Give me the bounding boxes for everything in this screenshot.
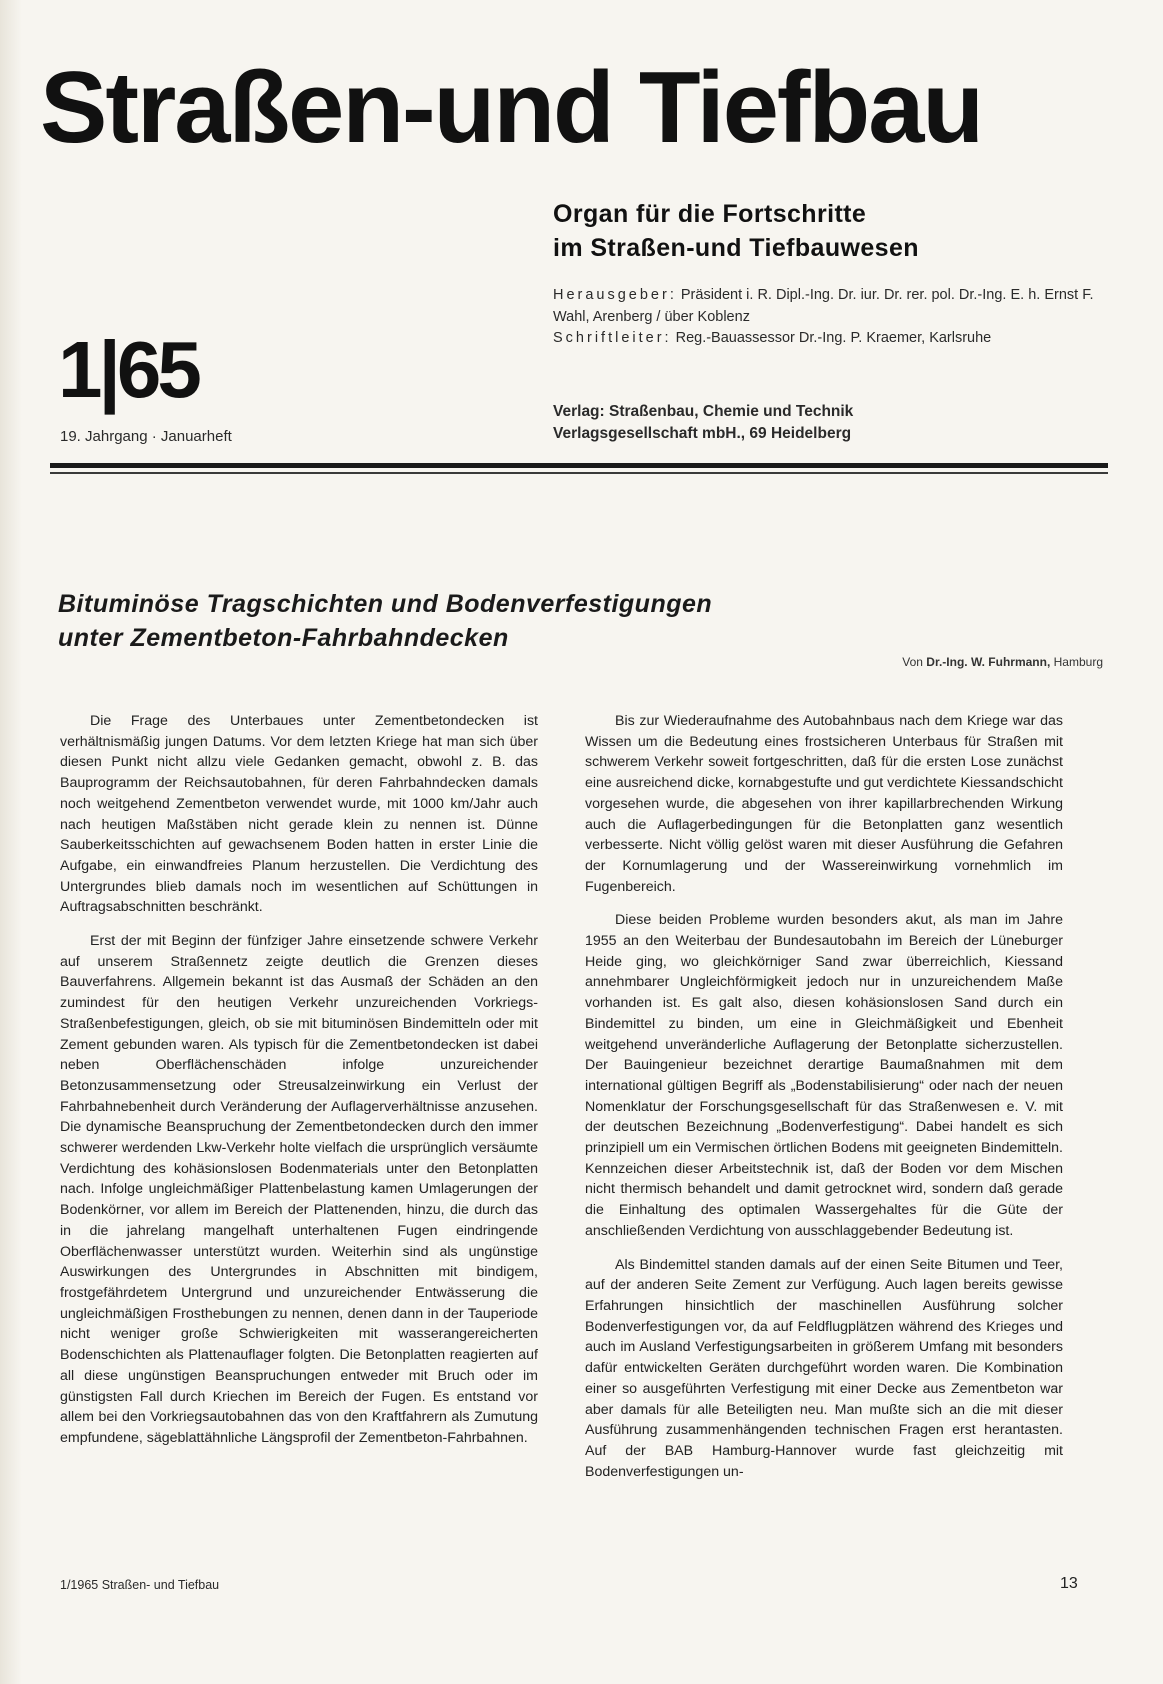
publisher-line-1: Verlag: Straßenbau, Chemie und Technik xyxy=(553,403,854,420)
herausgeber-label: Herausgeber: xyxy=(553,287,677,303)
byline-author: Dr.-Ing. W. Fuhrmann, xyxy=(926,655,1051,669)
article-column-left xyxy=(60,711,538,1462)
publisher-block xyxy=(553,401,1113,445)
editors-block xyxy=(553,285,1113,350)
paragraph: Erst der mit Beginn der fünfziger Jahre einsetzende schwere Verkehr auf unserem Straßennetz zeigte deutlich die Grenzen dieses Bauverfahrens. Allgemein bekannt ist das Ausmaß der Schäden an den zumindest für den heutigen Verkehr unzureichenden Vorkriegs-Straßenbefestigungen, gleich, ob sie mit bituminösen Bindemitteln oder mit Zement gebunden waren. Als typisch für die Zementbetondecken ist dabei neben Oberflächenschäden infolge unzureichender Betonzusammensetzung oder Streusalzeinwirkung ein Verlust der Fahrbahnebenheit durch Veränderung der Auflagerverhältnisse anzusehen. Die dynamische Beanspruchung der Zementbetondecken durch den immer schwerer werdenden Lkw-Verkehr holte vielfach die ursprünglich versäumte Verdichtung des kohäsionslosen Bodenmaterials unter den Betonplatten nach. Infolge ungleichmäßiger Plattenbelastung kamen Umlagerungen der Bodenkörner, vor allem im Bereich der Plattenenden, hinzu, die durch das in die jahrelang mangelhaft unterhaltenen Fugen eindringende Oberflächenwasser unterstützt wurden. Weiterhin sind als ungünstige Auswirkungen des Untergrundes in Abschnitten mit bindigem, frostgefährdetem Untergrund und unzureichender Entwässerung die ungleichmäßigen Frosthebungen zu nennen, denen dann in der Tauperiode nicht weniger große Schwierigkeiten mit wasserangereicherten Bodenschichten als Plattenauflager folgten. Die Betonplatten reagierten auf all diese ungünstigen Beanspruchungen entweder mit Bruch oder im günstigsten Fall durch Kriechen im Bereich der Fugen. Es entstand vor allem bei den Vorkriegsautobahnen das von den Kraftfahrern als Zumutung empfundene, sägeblattähnliche Längsprofil der Zementbeton-Fahrbahnen. xyxy=(60,933,538,1446)
masthead-subtitle xyxy=(553,197,1113,265)
paragraph: Die Frage des Unterbaues unter Zementbetondecken ist verhältnismäßig jungen Datums. Vor dem letzten Kriege hat man sich über diesen Punkt nicht allzu viele Gedanken gemacht, obwohl z. B. das Bauprogramm der Reichsautobahnen, für deren Fahrbahndecken damals noch weitgehend Zementbeton verwendet wurde, mit 1000 km/Jahr auch nach heutigen Maßstäben nicht gerade klein zu nennen ist. Dünne Sauberkeitsschichten auf gewachsenem Boden hatten in erster Linie die Aufgabe, ein einwandfreies Planum herzustellen. Die Verdichtung des Untergrundes blieb damals noch im wesentlichen auf Schüttungen in Auftragsabschnitten beschränkt. xyxy=(60,713,538,916)
page-gutter-shadow xyxy=(0,0,22,1684)
header-rule-thick xyxy=(50,463,1108,468)
masthead-title: Straßen-und Tiefbau xyxy=(40,52,983,164)
subtitle-line-2: im Straßen-und Tiefbauwesen xyxy=(553,234,919,262)
header-rule-thin xyxy=(50,472,1108,474)
page-number: 13 xyxy=(1060,1575,1078,1592)
publisher-line-2: Verlagsgesellschaft mbH., 69 Heidelberg xyxy=(553,425,852,442)
paragraph: Bis zur Wiederaufnahme des Autobahnbaus nach dem Kriege war das Wissen um die Bedeutung eines frostsicheren Unterbaus für Straßen mit schwerem Verkehr soweit fortgeschritten, daß für die ersten Lose zunächst eine ausreichend dicke, kornabgestufte und gut verdichtete Kiessandschicht vorgesehen wurde, die abgesehen von ihrer kapillarbrechenden Wirkung auch die Auflagerbedingungen für die Betonplatten ganz wesentlich verbesserte. Nicht völlig gelöst waren mit dieser Ausführung die Gefahren der Kornumlagerung und der Wassereinwirkung vornehmlich im Fugenbereich. xyxy=(585,713,1063,895)
subtitle-line-1: Organ für die Fortschritte xyxy=(553,200,867,228)
article-column-right xyxy=(585,711,1063,1495)
byline-city: Hamburg xyxy=(1053,655,1103,669)
herausgeber-text: Präsident i. R. Dipl.-Ing. Dr. iur. Dr. rer. pol. Dr.-Ing. E. h. Ernst F. Wahl, Arenberg / über Koblenz xyxy=(553,287,1094,325)
article-byline xyxy=(600,655,1103,669)
footer-journal-ref: 1/1965 Straßen- und Tiefbau xyxy=(60,1578,220,1592)
paragraph: Diese beiden Probleme wurden besonders akut, als man im Jahre 1955 an den Weiterbau der Bundesautobahn im Bereich der Lüneburger Heide ging, wo gleichkörniger Sand zwar überreichlich, Kiessand annehmbarer Ungleichförmigkeit jedoch nur in unzureichendem Maße vorhanden ist. Es galt also, diesen kohäsionslosen Sand durch ein Bindemittel zu binden, um eine in Gleichmäßigkeit und Ebenheit weitgehend unveränderliche Auflagerung der Betonplatte sicherzustellen. Der Bauingenieur bezeichnet derartige Baumaßnahmen mit dem international gültigen Begriff als „Bodenstabilisierung“ oder nach der neuen Nomenklatur der Forschungsgesellschaft für das Straßenwesen e. V. mit der deutschen Bezeichnung „Bodenverfestigung“. Dabei handelt es sich prinzipiell um ein Vermischen örtlichen Bodens mit geeigneten Bindemitteln. Kennzeichen dieser Arbeitstechnik ist, daß der Boden vor dem Mischen nicht thermisch behandelt und damit getrocknet wird, sondern daß gerade die Einhaltung des optimalen Wassergehaltes für die Güte der anschließenden Verdichtung von ausschlaggebender Bedeutung ist. xyxy=(585,912,1063,1239)
issue-number: 1|65 xyxy=(58,325,198,414)
schriftleiter-label: Schriftleiter: xyxy=(553,330,672,346)
article-title xyxy=(58,587,1058,655)
schriftleiter-text: Reg.-Bauassessor Dr.-Ing. P. Kraemer, Karlsruhe xyxy=(675,330,992,346)
byline-von: Von xyxy=(902,655,923,669)
article-title-line-1: Bituminöse Tragschichten und Bodenverfestigungen xyxy=(58,590,713,618)
article-title-line-2: unter Zementbeton-Fahrbahndecken xyxy=(58,624,509,652)
issue-subtitle: 19. Jahrgang · Januarheft xyxy=(60,428,232,445)
paragraph: Als Bindemittel standen damals auf der einen Seite Bitumen und Teer, auf der anderen Seite Zement zur Verfügung. Auch lagen bereits gewisse Erfahrungen hinsichtlich der maschinellen Ausführung solcher Bodenverfestigungen vor, da auf Feldflugplätzen während des Krieges und auch im Ausland Verfestigungsarbeiten in größerem Umfang mit besonders dafür entwickelten Geräten durchgeführt worden waren. Die Kombination einer so ausgeführten Verfestigung mit einer Decke aus Zementbeton war aber damals für alle Beteiligten neu. Man mußte sich an die mit dieser Ausführung zusammenhängenden technischen Fragen erst herantasten. Auf der BAB Hamburg-Hannover wurde fast gleichzeitig mit Bodenverfestigungen un- xyxy=(585,1256,1063,1480)
